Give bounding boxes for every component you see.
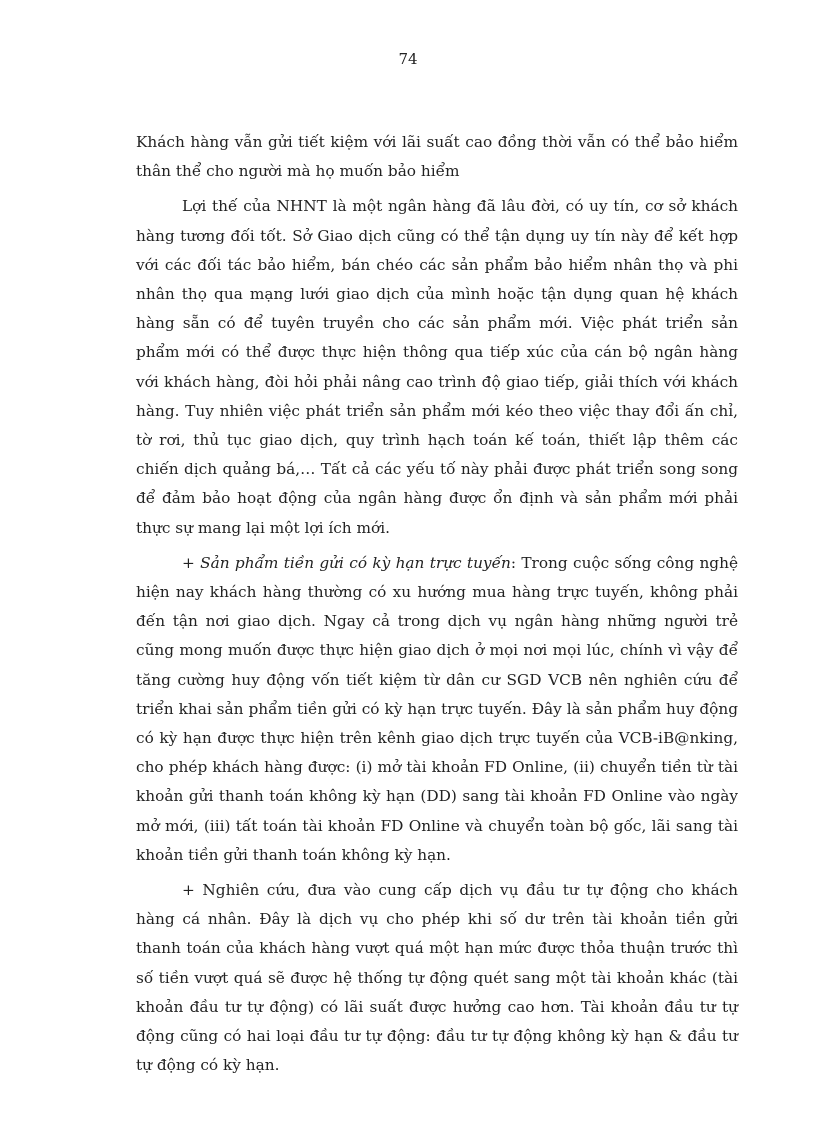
paragraph-continuation: Khách hàng vẫn gửi tiết kiệm với lãi suất cao đồng thời vẫn có thể bảo hiểm thân thể cho người mà họ muốn bảo hiểm — [136, 133, 738, 181]
paragraph-online-term-deposit — [136, 549, 738, 870]
paragraph-nhnt-advantage: Lợi thế của NHNT là một ngân hàng đã lâu đời, có uy tín, cơ sở khách hàng tương đối tốt. Sở Giao dịch cũng có thể tận dụng uy tín này để kết hợp với các đối tác bảo hiểm, bán chéo các sản phẩm bảo hiểm nhân thọ và phi nhân thọ qua mạng lưới giao dịch của mình hoặc tận dụng quan hệ khách hàng sẵn có để tuyên truyền cho các sản phẩm mới. Việc phát triển sản phẩm mới có thể được thực hiện thông qua tiếp xúc của cán bộ ngân hàng với khách hàng, đòi hỏi phải nâng cao trình độ giao tiếp, giải thích với khách hàng. Tuy nhiên việc phát triển sản phẩm mới kéo theo việc thay đổi ấn chỉ, tờ rơi, thủ tục giao dịch, quy trình hạch toán kế toán, thiết lập thêm các chiến dịch quảng bá,… Tất cả các yếu tố này phải được phát triển song song để đảm bảo hoạt động của ngân hàng được ổn định và sản phẩm mới phải thực sự mang lại một lợi ích mới. — [136, 197, 738, 537]
paragraph-auto-investment: + Nghiên cứu, đưa vào cung cấp dịch vụ đầu tư tự động cho khách hàng cá nhân. Đây là dịch vụ cho phép khi số dư trên tài khoản tiền gửi thanh toán của khách hàng vượt quá một hạn mức được thỏa thuận trước thì số tiền vượt quá sẽ được hệ thống tự động quét sang một tài khoản khác (tài khoản đầu tư tự động) có lãi suất được hưởng cao hơn. Tài khoản đầu tư tự động cũng có hai loại đầu tư tự động: đầu tư tự động không kỳ hạn & đầu tư tự động có kỳ hạn. — [136, 881, 738, 1075]
document-body — [136, 128, 738, 1087]
page-number: 74 — [398, 50, 418, 68]
product-heading-italic: + Sản phẩm tiền gửi có kỳ hạn trực tuyến — [182, 553, 511, 572]
paragraph-online-term-deposit-text: : Trong cuộc sống công nghệ hiện nay khách hàng thường có xu hướng mua hàng trực tuyến, không phải đến tận nơi giao dịch. Ngay cả trong dịch vụ ngân hàng những người trẻ cũng mong muốn được thực hiện giao dịch ở mọi nơi mọi lúc, chính vì vậy để tăng cường huy động vốn tiết kiệm từ dân cư SGD VCB nên nghiên cứu để triển khai sản phẩm tiền gửi có kỳ hạn trực tuyến. Đây là sản phẩm huy động có kỳ hạn được thực hiện trên kênh giao dịch trực tuyến của VCB-iB@nking, cho phép khách hàng được: (i) mở tài khoản FD Online, (ii) chuyển tiền từ tài khoản gửi thanh toán không kỳ hạn (DD) sang tài khoản FD Online vào ngày mở mới, (iii) tất toán tài khoản FD Online và chuyển toàn bộ gốc, lãi sang tài khoản tiền gửi thanh toán không kỳ hạn. — [136, 553, 739, 864]
